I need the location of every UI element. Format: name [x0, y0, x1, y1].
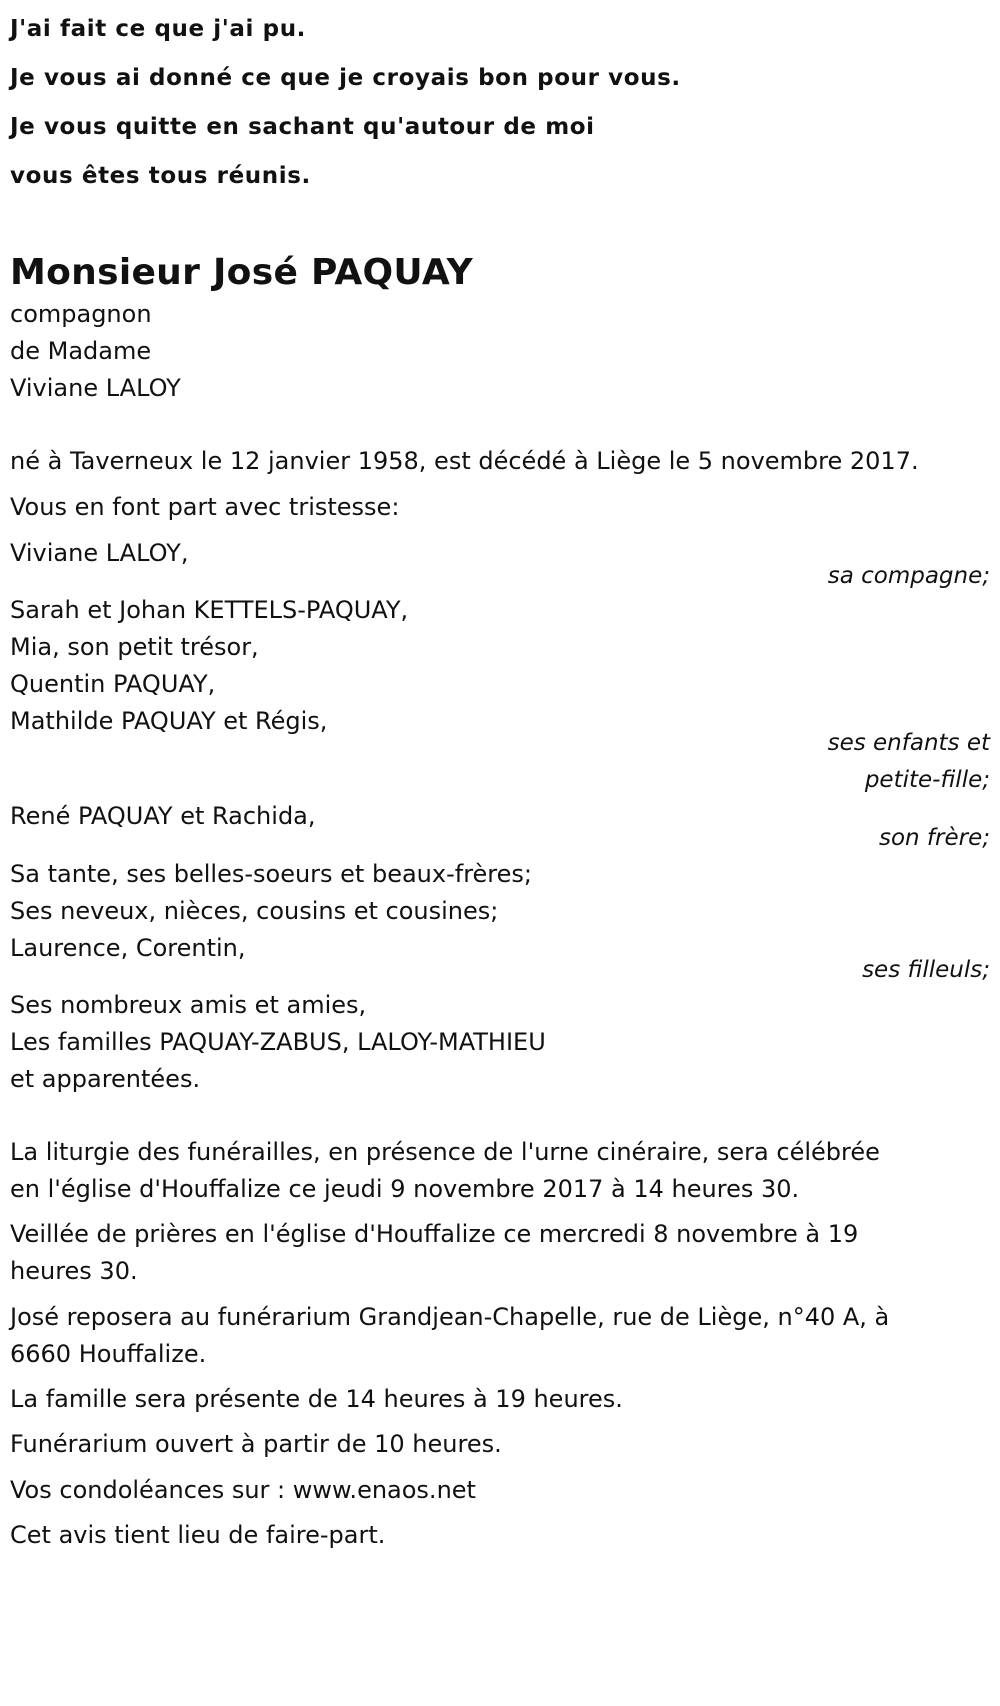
family-member-line: Les familles PAQUAY-ZABUS, LALOY-MATHIEU	[10, 1028, 546, 1056]
family-member-line: et apparentées.	[10, 1065, 201, 1093]
relationship-label: son frère;	[878, 825, 990, 851]
funeral-liturgy-line: en l'église d'Houffalize ce jeudi 9 novembre 2017 à 14 heures 30.	[10, 1175, 800, 1203]
relationship-label: sa compagne;	[827, 563, 990, 589]
poem-line: vous êtes tous réunis.	[10, 163, 311, 189]
vigil-line: heures 30.	[10, 1257, 138, 1285]
family-member-line: Ses neveux, nièces, cousins et cousines;	[10, 897, 499, 925]
partner-intro-line: Viviane LALOY	[10, 374, 181, 402]
relationship-label: ses filleuls;	[862, 957, 990, 983]
family-member-line: Sarah et Johan KETTELS-PAQUAY,	[10, 596, 409, 624]
condolences-line: Vos condoléances sur : www.enaos.net	[10, 1476, 476, 1504]
family-member-line: René PAQUAY et Rachida,	[10, 802, 316, 830]
announcement-intro: Vous en font part avec tristesse:	[10, 493, 400, 521]
opening-poem	[10, 5, 950, 201]
partner-intro-line: de Madame	[10, 337, 152, 365]
family-presence-line: La famille sera présente de 14 heures à 19 heures.	[10, 1385, 623, 1413]
vigil-line: Veillée de prières en l'église d'Houffalize ce mercredi 8 novembre à 19	[10, 1220, 859, 1248]
funerarium-hours-line: Funérarium ouvert à partir de 10 heures.	[10, 1430, 502, 1458]
repose-line: 6660 Houffalize.	[10, 1340, 207, 1368]
repose-line: José reposera au funérarium Grandjean-Chapelle, rue de Liège, n°40 A, à	[10, 1303, 890, 1331]
family-member-line: Ses nombreux amis et amies,	[10, 991, 367, 1019]
notice-line: Cet avis tient lieu de faire-part.	[10, 1521, 386, 1549]
family-member-line: Mia, son petit trésor,	[10, 633, 259, 661]
family-member-line: Quentin PAQUAY,	[10, 670, 216, 698]
family-member-line: Viviane LALOY,	[10, 539, 189, 567]
birth-death-statement: né à Taverneux le 12 janvier 1958, est décédé à Liège le 5 novembre 2017.	[10, 447, 919, 475]
family-member-line: Mathilde PAQUAY et Régis,	[10, 707, 328, 735]
deceased-title: Monsieur José PAQUAY	[10, 252, 473, 294]
partner-intro-line: compagnon	[10, 300, 152, 328]
poem-line: J'ai fait ce que j'ai pu.	[10, 16, 307, 42]
funeral-liturgy-line: La liturgie des funérailles, en présence de l'urne cinéraire, sera célébrée	[10, 1138, 880, 1166]
relationship-label: ses enfants et	[827, 730, 990, 756]
poem-line: Je vous quitte en sachant qu'autour de moi	[10, 114, 595, 140]
relationship-label: petite-fille;	[864, 767, 990, 793]
poem-line: Je vous ai donné ce que je croyais bon pour vous.	[10, 65, 681, 91]
family-member-line: Laurence, Corentin,	[10, 934, 246, 962]
family-member-line: Sa tante, ses belles-soeurs et beaux-frères;	[10, 860, 532, 888]
